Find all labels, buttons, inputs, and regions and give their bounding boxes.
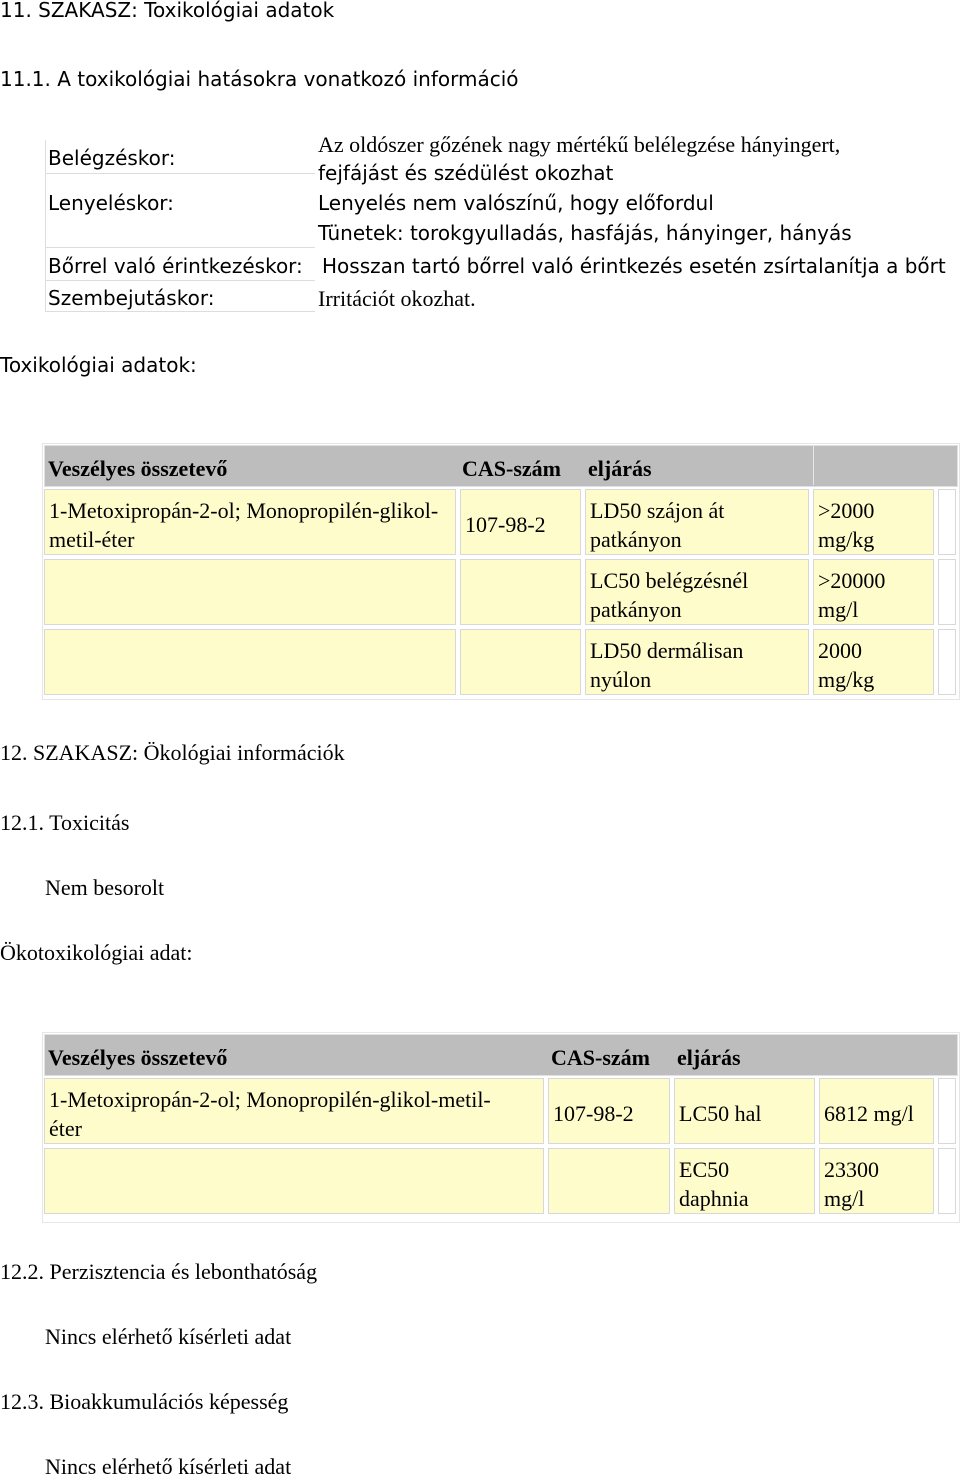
eco-method-2: EC50 daphnia: [679, 1157, 749, 1211]
tox-row-2-method: [585, 559, 809, 625]
tox-header-component: Veszélyes összetevő: [48, 456, 228, 481]
eco-row-2-value: [819, 1148, 934, 1214]
tox-value-3: 2000 mg/kg: [818, 638, 875, 692]
tox-data-label: Toxikológiai adatok:: [0, 353, 197, 377]
exposure-text-ingestion-1: Lenyelés nem valószínű, hogy előfordul: [318, 191, 714, 215]
eco-header-cas: CAS-szám: [551, 1045, 650, 1070]
eco-row-1-cas: [548, 1078, 670, 1144]
eco-component-text: 1-Metoxipropán-2-ol; Monopropilén-glikol-metil-éter: [49, 1087, 491, 1141]
section-12-1-heading: 12.1. Toxicitás: [0, 810, 130, 835]
eco-row-2-cas: [548, 1148, 670, 1214]
section-11-1-heading: 11.1. A toxikológiai hatásokra vonatkozó információ: [0, 67, 519, 91]
tox-row-2-component: [44, 559, 456, 625]
exposure-text-ingestion-2: Tünetek: torokgyulladás, hasfájás, hányinger, hányás: [318, 221, 852, 245]
tox-row-2-value: [813, 559, 934, 625]
eco-cas-text: 107-98-2: [553, 1101, 634, 1126]
eco-header-component: Veszélyes összetevő: [48, 1045, 228, 1070]
tox-row-1-value: [813, 489, 934, 555]
tox-header-method: eljárás: [588, 456, 652, 481]
tox-row-1-cas: [460, 489, 581, 555]
eco-header-method: eljárás: [677, 1045, 741, 1070]
tox-row-2-cas: [460, 559, 581, 625]
section-12-3-heading: 12.3. Bioakkumulációs képesség: [0, 1389, 289, 1414]
toxicity-text: Nem besorolt: [45, 875, 165, 900]
exposure-text-inhalation-1: Az oldószer gőzének nagy mértékű belélegzése hányingert,: [318, 132, 841, 157]
tox-row-3-cas: [460, 629, 581, 695]
eco-row-1-component: [44, 1078, 544, 1144]
tox-row-3-value: [813, 629, 934, 695]
eco-row-1-value: [819, 1078, 934, 1144]
ecotox-data-label: Ökotoxikológiai adat:: [0, 940, 193, 965]
tox-method-3: LD50 dermálisan nyúlon: [590, 638, 744, 692]
exposure-label-inhalation: Belégzéskor:: [48, 146, 176, 170]
tox-value-2: >20000 mg/l: [818, 568, 886, 622]
tox-component-text: 1-Metoxipropán-2-ol; Monopropilén-glikol-metil-éter: [49, 498, 439, 552]
exposure-text-inhalation-2: fejfájást és szédülést okozhat: [318, 161, 614, 185]
tox-method-2: LC50 belégzésnél patkányon: [590, 568, 749, 622]
eco-method-1: LC50 hal: [679, 1101, 762, 1126]
eco-value-2: 23300 mg/l: [824, 1157, 879, 1211]
eco-row-2-component: [44, 1148, 544, 1214]
bioaccumulation-text: Nincs elérhető kísérleti adat: [45, 1454, 292, 1479]
exposure-label-eye: Szembejutáskor:: [48, 286, 215, 310]
eco-row-2-method: [674, 1148, 815, 1214]
tox-method-1: LD50 szájon át patkányon: [590, 498, 725, 552]
exposure-label-ingestion: Lenyeléskor:: [48, 191, 174, 215]
tox-row-3-component: [44, 629, 456, 695]
section-11-heading: 11. SZAKASZ: Toxikológiai adatok: [0, 0, 335, 22]
exposure-text-skin: Hosszan tartó bőrrel való érintkezés esetén zsírtalanítja a bőrt: [322, 254, 946, 278]
eco-value-1: 6812 mg/l: [824, 1101, 914, 1126]
tox-cas-text: 107-98-2: [465, 512, 546, 537]
persistence-text: Nincs elérhető kísérleti adat: [45, 1324, 292, 1349]
exposure-text-eye: Irritációt okozhat.: [318, 286, 476, 311]
tox-row-3-method: [585, 629, 809, 695]
tox-value-1: >2000 mg/kg: [818, 498, 875, 552]
section-12-2-heading: 12.2. Perzisztencia és lebonthatóság: [0, 1259, 318, 1284]
section-12-heading: 12. SZAKASZ: Ökológiai információk: [0, 740, 345, 765]
exposure-label-skin: Bőrrel való érintkezéskor:: [48, 254, 303, 278]
tox-row-1-component: [44, 489, 456, 555]
eco-row-1-method: [674, 1078, 815, 1144]
tox-row-1-method: [585, 489, 809, 555]
tox-header-cas: CAS-szám: [462, 456, 561, 481]
